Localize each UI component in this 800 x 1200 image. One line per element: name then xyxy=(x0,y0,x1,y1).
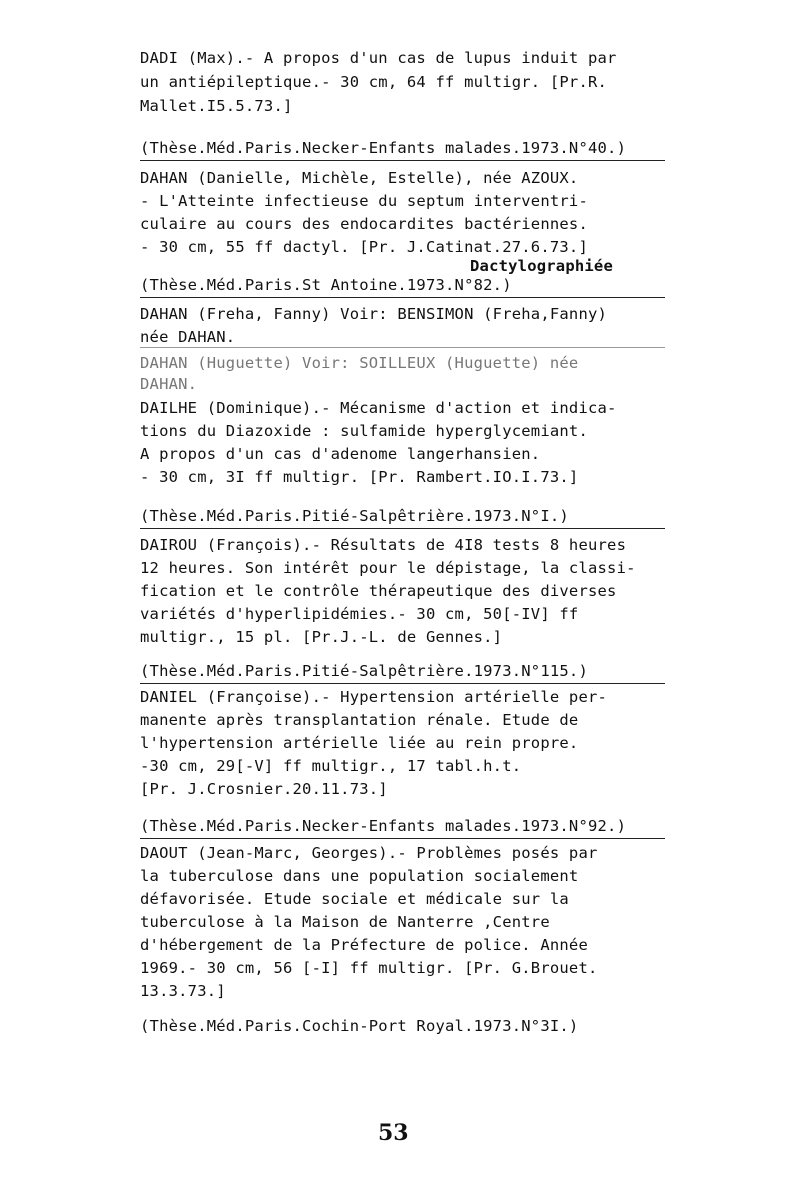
separator-rule xyxy=(140,838,665,839)
entry-daout-line-1: DAOUT (Jean-Marc, Georges).- Problèmes posés par xyxy=(140,844,598,862)
entry-dahan-danielle-source: (Thèse.Méd.Paris.St Antoine.1973.N°82.) xyxy=(140,276,512,294)
entry-dadi-line-2: un antiépileptique.- 30 cm, 64 ff multigr. [Pr.R. xyxy=(140,73,608,91)
separator-rule xyxy=(140,160,665,161)
entry-dahan-danielle-line-3: culaire au cours des endocardites bactériennes. xyxy=(140,215,588,233)
entry-daout-source: (Thèse.Méd.Paris.Cochin-Port Royal.1973.N°3I.) xyxy=(140,1017,579,1035)
entry-dahan-huguette-line-2: DAHAN. xyxy=(140,375,198,393)
entry-dahan-freha-line-2: née DAHAN. xyxy=(140,328,236,346)
entry-dailhe-line-3: A propos d'un cas d'adenome langerhansien. xyxy=(140,445,541,463)
entry-dairou-line-2: 12 heures. Son intérêt pour le dépistage, la classi- xyxy=(140,559,636,577)
entry-dahan-danielle-note: Dactylographiée xyxy=(470,257,613,275)
entry-dailhe-line-4: - 30 cm, 3I ff multigr. [Pr. Rambert.IO.I.73.] xyxy=(140,468,579,486)
entry-dadi-source: (Thèse.Méd.Paris.Necker-Enfants malades.1973.N°40.) xyxy=(140,139,627,157)
separator-rule xyxy=(140,528,665,529)
entry-dairou-line-3: fication et le contrôle thérapeutique des diverses xyxy=(140,582,617,600)
entry-daout-line-7: 13.3.73.] xyxy=(140,982,226,1000)
entry-dailhe-source: (Thèse.Méd.Paris.Pitié-Salpêtrière.1973.N°I.) xyxy=(140,507,569,525)
entry-daout-line-5: d'hébergement de la Préfecture de police. Année xyxy=(140,936,588,954)
entry-dailhe-line-1: DAILHE (Dominique).- Mécanisme d'action et indica- xyxy=(140,399,617,417)
entry-dadi-line-1: DADI (Max).- A propos d'un cas de lupus induit par xyxy=(140,49,617,67)
entry-dairou-line-5: multigr., 15 pl. [Pr.J.-L. de Gennes.] xyxy=(140,628,503,646)
entry-dailhe-line-2: tions du Diazoxide : sulfamide hyperglycemiant. xyxy=(140,422,588,440)
entry-dairou-line-4: variétés d'hyperlipidémies.- 30 cm, 50[-IV] ff xyxy=(140,605,579,623)
separator-rule xyxy=(140,347,665,348)
page-number: 53 xyxy=(378,1120,409,1146)
entry-daout-line-2: la tuberculose dans une population socialement xyxy=(140,867,579,885)
entry-dahan-danielle-line-2: - L'Atteinte infectieuse du septum interventri- xyxy=(140,192,588,210)
entry-daniel-line-5: [Pr. J.Crosnier.20.11.73.] xyxy=(140,780,388,798)
entry-daniel-source: (Thèse.Méd.Paris.Necker-Enfants malades.1973.N°92.) xyxy=(140,817,627,835)
entry-daout-line-3: défavorisée. Etude sociale et médicale sur la xyxy=(140,890,569,908)
entry-daniel-line-1: DANIEL (Françoise).- Hypertension artérielle per- xyxy=(140,688,608,706)
entry-dahan-danielle-line-1: DAHAN (Danielle, Michèle, Estelle), née AZOUX. xyxy=(140,169,579,187)
entry-dadi-line-3: Mallet.I5.5.73.] xyxy=(140,97,293,115)
entry-dairou-line-1: DAIROU (François).- Résultats de 4I8 tests 8 heures xyxy=(140,536,627,554)
entry-dairou-source: (Thèse.Méd.Paris.Pitié-Salpêtrière.1973.N°115.) xyxy=(140,662,588,680)
entry-dahan-huguette-line-1: DAHAN (Huguette) Voir: SOILLEUX (Huguette) née xyxy=(140,354,579,372)
separator-rule xyxy=(140,297,665,298)
separator-rule xyxy=(140,683,665,684)
entry-daniel-line-2: manente après transplantation rénale. Etude de xyxy=(140,711,579,729)
entry-daniel-line-4: -30 cm, 29[-V] ff multigr., 17 tabl.h.t. xyxy=(140,757,522,775)
entry-daniel-line-3: l'hypertension artérielle liée au rein propre. xyxy=(140,734,579,752)
entry-dahan-freha-line-1: DAHAN (Freha, Fanny) Voir: BENSIMON (Freha,Fanny) xyxy=(140,305,608,323)
entry-daout-line-4: tuberculose à la Maison de Nanterre ,Centre xyxy=(140,913,550,931)
entry-dahan-danielle-line-4: - 30 cm, 55 ff dactyl. [Pr. J.Catinat.27.6.73.] xyxy=(140,238,588,256)
entry-daout-line-6: 1969.- 30 cm, 56 [-I] ff multigr. [Pr. G.Brouet. xyxy=(140,959,598,977)
